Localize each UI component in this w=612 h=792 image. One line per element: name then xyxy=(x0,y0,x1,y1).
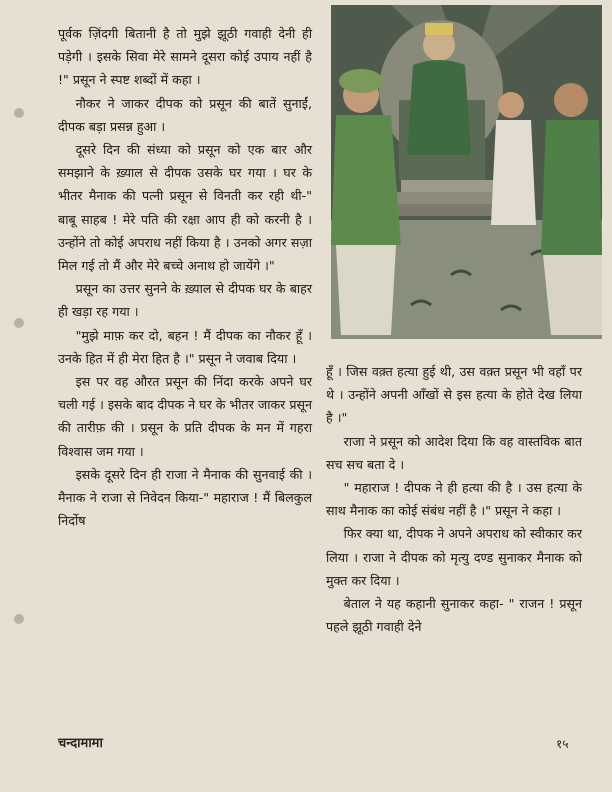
paragraph: नौकर ने जाकर दीपक को प्रसून की बातें सुनाईं, दीपक बड़ा प्रसन्न हुआ । xyxy=(58,95,312,134)
paragraph: प्रसून का उत्तर सुनने के ख़्याल से दीपक घर के बाहर ही खड़ा रह गया । xyxy=(58,281,312,320)
court-scene-illustration xyxy=(331,5,602,339)
paragraph: इसके दूसरे दिन ही राजा ने मैनाक की सुनवाई की । मैनाक ने राजा से निवेदन किया-" महाराज ! मैं बिलकुल निर्दोष xyxy=(58,466,312,529)
page-number: १५ xyxy=(556,737,569,751)
paragraph: दूसरे दिन की संध्या को प्रसून को एक बार और समझाने के ख़्याल से दीपक उसके घर गया । घर के भीतर मैनाक की पत्नी प्रसून से विनती कर रही थी-" बाबू साहब ! मेरे पति की रक्षा आप ही को करनी है । उन्होंने तो कोई अपराध नहीं किया है । उनको अगर सज़ा मिल गई तो मैं और मेरे बच्चे अनाथ हो जायेंगे ।" xyxy=(58,142,312,274)
paragraph: " महाराज ! दीपक ने ही हत्या की है । उस हत्या के साथ मैनाक का कोई संबंध नहीं है ।" प्रसून ने कहा । xyxy=(326,480,582,519)
paragraph: इस पर वह औरत प्रसून की निंदा करके अपने घर चली गई । इसके बाद दीपक ने घर के भीतर जाकर प्रसून की तारीफ़ की । प्रसून के प्रति दीपक के मन में गहरा विश्वास जम गया । xyxy=(58,374,312,459)
paragraph: फिर क्या था, दीपक ने अपने अपराध को स्वीकार कर लिया । राजा ने दीपक को मृत्यु दण्ड सुनाकर मैनाक को मुक्त कर दिया । xyxy=(326,526,582,588)
paragraph: बेताल ने यह कहानी सुनाकर कहा- " राजन ! प्रसून पहले झूठी गवाही देने xyxy=(326,596,582,635)
binding-hole xyxy=(14,614,24,624)
paragraph: पूर्वक ज़िंदगी बितानी है तो मुझे झूठी गवाही देनी ही पड़ेगी । इसके सिवा मेरे सामने दूसरा कोई उपाय नहीं है !" प्रसून ने स्पष्ट शब्दों में कहा । xyxy=(58,26,312,88)
paragraph: राजा ने प्रसून को आदेश दिया कि वह वास्तविक बात सच सच बता दे । xyxy=(326,433,582,472)
binding-hole xyxy=(14,108,24,118)
right-text-column xyxy=(326,360,582,638)
magazine-title: चन्दामामा xyxy=(58,736,103,751)
binding-hole xyxy=(14,318,24,328)
left-text-column xyxy=(58,22,312,532)
paragraph: हूँ । जिस वक़्त हत्या हुई थी, उस वक़्त प्रसून भी वहाँ पर थे । उन्होंने अपनी आँखों से इस हत्या के होते देख लिया है ।" xyxy=(326,364,582,426)
paragraph: "मुझे माफ़ कर दो, बहन ! मैं दीपक का नौकर हूँ । उनके हित में ही मेरा हित है ।" प्रसून ने जवाब दिया । xyxy=(58,327,312,366)
